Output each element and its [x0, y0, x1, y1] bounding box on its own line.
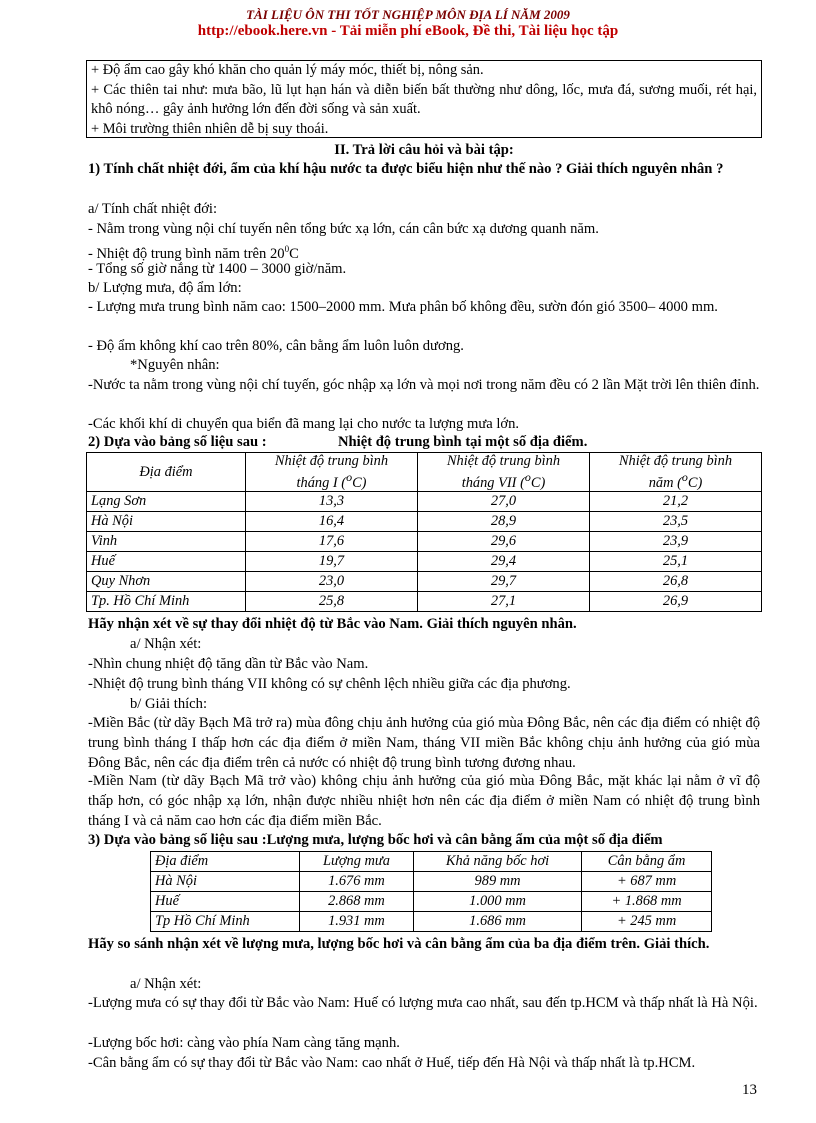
q3-a3: -Cân bằng ẩm có sự thay đổi từ Bắc vào Nam: cao nhất ở Huế, tiếp đến Hà Nội và thấp nhất là tp.HCM. — [88, 1055, 696, 1071]
header-title: TÀI LIỆU ÔN THI TỐT NGHIỆP MÔN ĐỊA LÍ NĂM 2009 — [246, 7, 570, 22]
table-row: Vinh 17,6 29,6 23,9 — [87, 531, 762, 551]
site-link[interactable]: http://ebook.here.vn — [197, 23, 328, 39]
table-row: Quy Nhơn 23,0 29,7 26,8 — [87, 571, 762, 591]
q1-a2: - Nhiệt độ trung bình năm trên $20^0C$ — [88, 244, 299, 262]
page-number: 13 — [742, 1082, 757, 1098]
q1-a3: - Tổng số giờ nắng từ 1400 – 3000 giờ/năm. — [88, 261, 347, 277]
q1-b1: - Lượng mưa trung bình năm cao: 1500–2000 mm. Mưa phân bố không đều, sườn đón gió 3500– 4000 mm. — [88, 299, 718, 315]
q2-b-head: b/ Giải thích: — [130, 696, 208, 712]
q1-question: 1) Tính chất nhiệt đới, ẩm của khí hậu nước ta được biểu hiện như thế nào ? Giải thích nguyên nhân ? — [88, 161, 724, 177]
section-title: II. Trả lời câu hỏi và bài tập: — [334, 142, 514, 158]
q1-c1: -Nước ta nằm trong vùng nội chí tuyến, góc nhập xạ lớn và mọi nơi trong năm đều có 2 lần Mặt trời lên thiên đỉnh. — [88, 377, 760, 393]
table-row: Lạng Sơn 13,3 27,0 21,2 — [87, 491, 762, 511]
continued-box — [86, 60, 762, 138]
box-line: + Các thiên tai như: mưa bão, lũ lụt hạn hán và diễn biến bất thường như dông, lốc, mưa đá, sương muối, rét hại, khô nóng… gây ảnh hưởng lớn đến đời sống và sản xuất. — [91, 81, 757, 117]
temperature-table — [86, 452, 762, 612]
q2-prompt: 2) Dựa vào bảng số liệu sau : — [88, 434, 267, 450]
table-header-row: Địa điểm Lượng mưa Khả năng bốc hơi Cân bằng ẩm — [151, 852, 712, 872]
q1-a1: - Nằm trong vùng nội chí tuyến nên tổng bức xạ lớn, cán cân bức xạ dương quanh năm. — [88, 221, 599, 237]
col-header: Nhiệt độ trung bình tháng VII ($^o$C) — [418, 453, 590, 492]
header-tagline: Tải miễn phí eBook, Đề thi, Tài liệu học tập — [339, 23, 619, 39]
col-header: Nhiệt độ trung bình năm ($^o$C) — [590, 453, 762, 492]
header-separator: - — [327, 23, 340, 39]
q3-a1: -Lượng mưa có sự thay đổi từ Bắc vào Nam: Huế có lượng mưa cao nhất, sau đến tp.HCM và thấp nhất là Hà Nội. — [88, 995, 758, 1011]
col-header: Nhiệt độ trung bình tháng I ($^o$C) — [246, 453, 418, 492]
table-row: Huế 19,7 29,4 25,1 — [87, 551, 762, 571]
q3-prompt: 3) Dựa vào bảng số liệu sau :Lượng mưa, lượng bốc hơi và cân bằng ẩm của một số địa điểm — [88, 832, 663, 848]
table-row: Tp Hồ Chí Minh 1.931 mm 1.686 mm + 245 mm — [151, 912, 712, 932]
q1-b-head: b/ Lượng mưa, độ ẩm lớn: — [88, 280, 242, 296]
table-row: Hà Nội 16,4 28,9 23,5 — [87, 511, 762, 531]
q1-a-head: a/ Tính chất nhiệt đới: — [88, 201, 218, 217]
rainfall-table — [150, 851, 712, 932]
q3-a-head: a/ Nhận xét: — [130, 976, 202, 992]
q3-a2: -Lượng bốc hơi: càng vào phía Nam càng tăng mạnh. — [88, 1035, 400, 1051]
q2-a2: -Nhiệt độ trung bình tháng VII không có sự chênh lệch nhiều giữa các địa phương. — [88, 676, 571, 692]
q1-c2: -Các khối khí di chuyển qua biển đã mang lại cho nước ta lượng mưa lớn. — [88, 416, 520, 432]
q2-a-head: a/ Nhận xét: — [130, 636, 202, 652]
q2-a1: -Nhìn chung nhiệt độ tăng dần từ Bắc vào Nam. — [88, 656, 369, 672]
q3-question: Hãy so sánh nhận xét về lượng mưa, lượng bốc hơi và cân bằng ẩm của ba địa điểm trên. Giải thích. — [88, 936, 710, 952]
box-line: + Độ ẩm cao gây khó khăn cho quản lý máy móc, thiết bị, nông sản. — [91, 62, 484, 78]
q2-table-title: Nhiệt độ trung bình tại một số địa điểm. — [338, 434, 588, 450]
table-row: Hà Nội 1.676 mm 989 mm + 687 mm — [151, 872, 712, 892]
q2-question: Hãy nhận xét về sự thay đổi nhiệt độ từ Bắc vào Nam. Giải thích nguyên nhân. — [88, 616, 577, 632]
table-row: Tp. Hồ Chí Minh 25,8 27,1 26,9 — [87, 591, 762, 611]
header-links — [0, 23, 816, 40]
q1-b2: - Độ ẩm không khí cao trên 80%, cân bằng ẩm luôn luôn dương. — [88, 338, 464, 354]
col-header: Địa điểm — [87, 453, 246, 492]
box-line: + Môi trường thiên nhiên dễ bị suy thoái. — [91, 120, 329, 137]
q2-b1: -Miền Bắc (từ dãy Bạch Mã trở ra) mùa đông chịu ảnh hưởng của gió mùa Đông Bắc, nên các địa điểm có nhiệt độ trung bình tháng I thấp hơn các địa điểm ở miền Nam, tháng VII miền Bắc không chịu ảnh hưởng của gió mùa Đông Bắc, nên các địa điểm trên cả nước có nhiệt độ trung bình tương đương nhau. — [88, 715, 760, 771]
q1-cause-head: *Nguyên nhân: — [130, 357, 220, 373]
q2-b2: -Miền Nam (từ dãy Bạch Mã trở vào) không chịu ảnh hưởng của gió mùa Đông Bắc, mặt khác lại nằm ở vĩ độ thấp hơn, có góc nhập xạ lớn, nhận được nhiều nhiệt hơn nên các địa điểm ở miền Nam có nhiệt độ trung bình tháng I và cả năm cao hơn các địa điểm miền Bắc. — [88, 773, 760, 829]
table-row: Huế 2.868 mm 1.000 mm + 1.868 mm — [151, 892, 712, 912]
